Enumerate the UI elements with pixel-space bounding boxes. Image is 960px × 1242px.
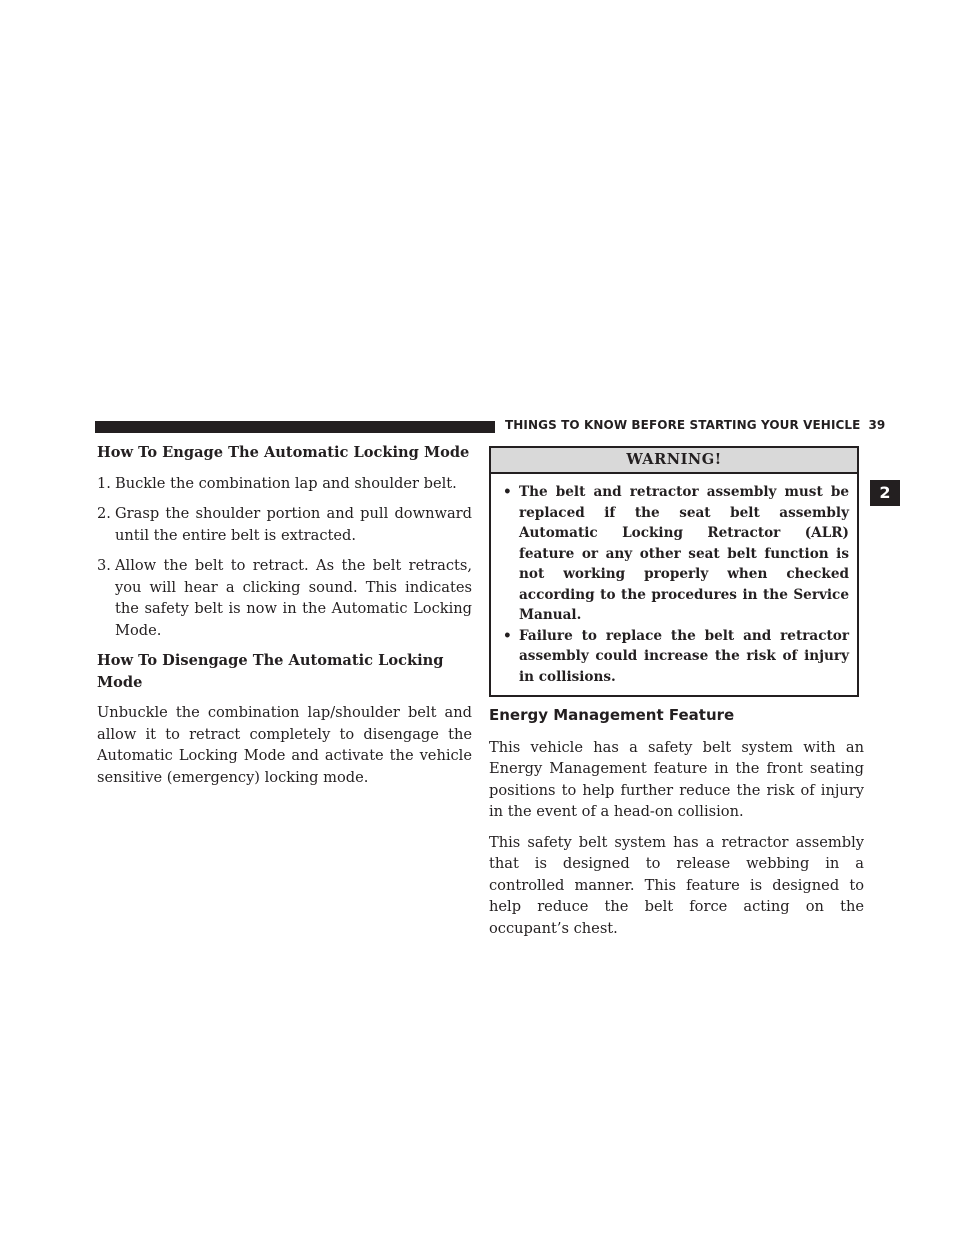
running-header [505, 418, 886, 432]
step-text: Buckle the combination lap and shoulder belt. [115, 474, 457, 492]
step-number: 1. [97, 474, 111, 492]
step-number: 2. [97, 505, 111, 522]
body-paragraph: This vehicle has a safety belt system with an Energy Management feature in the front seating positions to help further reduce the risk of injury in the event of a head-on collision. [489, 738, 864, 820]
list-item [499, 626, 849, 688]
list-item [499, 482, 849, 626]
list-item [97, 503, 472, 546]
body-paragraph: This safety belt system has a retractor assembly that is designed to release webbing in a controlled manner. This feature is designed to help reduce the belt force acting on the occupant’s chest. [489, 833, 864, 937]
engage-heading: How To Engage The Automatic Locking Mode [97, 444, 470, 461]
engage-steps [97, 473, 472, 642]
list-item [97, 555, 472, 641]
page-number: 39 [868, 418, 886, 432]
section-heading: Energy Management Feature [489, 706, 735, 724]
disengage-heading: How To Disengage The Automatic Locking Mode [97, 652, 444, 691]
bullet-icon: • [503, 484, 512, 500]
left-column [97, 442, 472, 797]
chapter-title: THINGS TO KNOW BEFORE STARTING YOUR VEHICLE [505, 418, 861, 432]
warning-title: WARNING! [491, 448, 857, 474]
list-item [97, 473, 472, 495]
header-rule [95, 421, 495, 433]
disengage-paragraph: Unbuckle the combination lap/shoulder belt and allow it to retract completely to disengage the Automatic Locking Mode and activate the vehicle sensitive (emergency) locking mode. [97, 704, 472, 786]
warning-text: The belt and retractor assembly must be replaced if the seat belt assembly Automatic Locking Retractor (ALR) feature or any other seat belt function is not working properly when checked according to the procedures in the Service Manual. [519, 484, 849, 623]
chapter-tab: 2 [870, 480, 900, 506]
right-column [489, 446, 864, 948]
warning-list [491, 474, 857, 695]
warning-box [489, 446, 859, 697]
step-number: 3. [97, 557, 111, 574]
warning-text: Failure to replace the belt and retractor assembly could increase the risk of injury in collisions. [519, 627, 849, 685]
step-text: Grasp the shoulder portion and pull downward until the entire belt is extracted. [115, 505, 472, 544]
step-text: Allow the belt to retract. As the belt retracts, you will hear a clicking sound. This indicates the safety belt is now in the Automatic Locking Mode. [115, 557, 472, 639]
bullet-icon: • [503, 627, 512, 644]
